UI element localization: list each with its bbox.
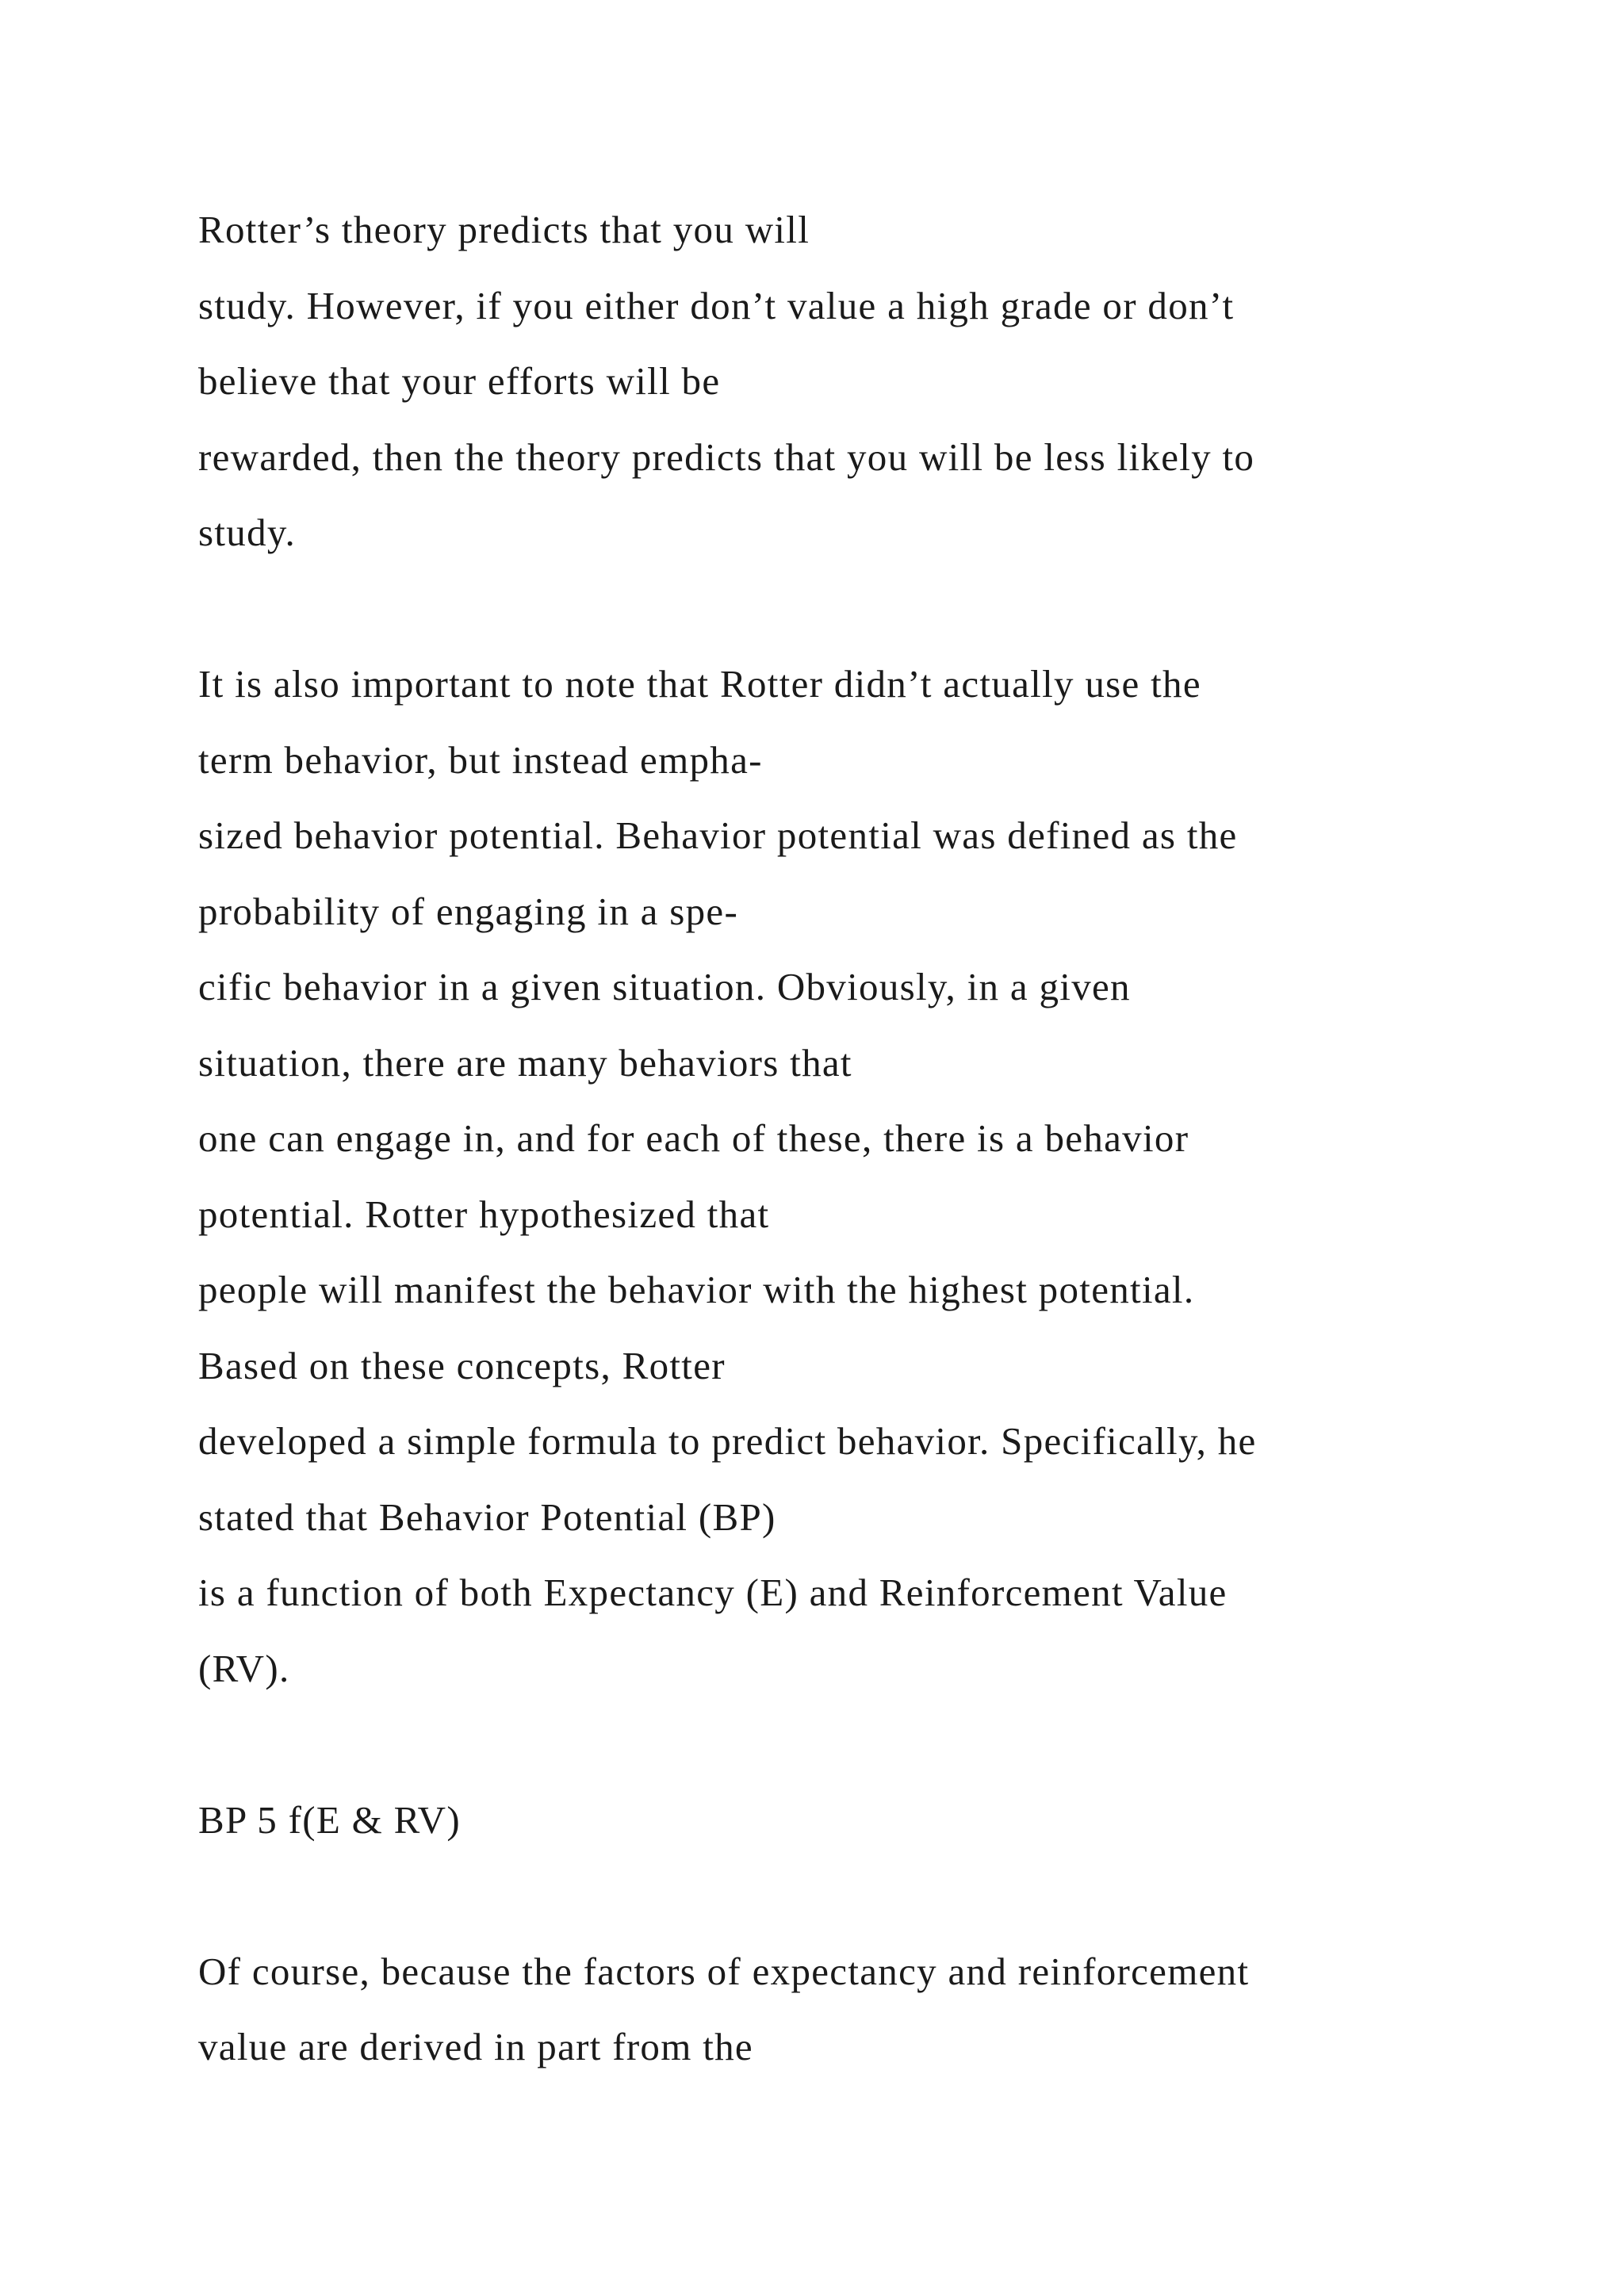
text-line: potential. Rotter hypothesized that <box>198 1192 770 1236</box>
text-line: stated that Behavior Potential (BP) <box>198 1494 776 1539</box>
document-body <box>198 192 1546 2085</box>
text-line: study. <box>198 511 297 554</box>
paragraph-4 <box>198 1934 1546 2085</box>
text-line: Based on these concepts, Rotter <box>198 1343 726 1387</box>
text-line: cific behavior in a given situation. Obviously, in a given <box>198 965 1131 1008</box>
text-line: (RV). <box>198 1646 290 1690</box>
text-line: is a function of both Expectancy (E) and Reinforcement Value <box>198 1571 1228 1614</box>
text-line: It is also important to note that Rotter didn’t actually use the <box>198 662 1201 706</box>
text-line: rewarded, then the theory predicts that you will be less likely to <box>198 434 1255 479</box>
text-line: believe that your efforts will be <box>198 359 721 403</box>
text-line: term behavior, but instead empha- <box>198 737 763 782</box>
text-line: situation, there are many behaviors that <box>198 1040 852 1085</box>
text-line: people will manifest the behavior with the highest potential. <box>198 1268 1195 1311</box>
text-line: value are derived in part from the <box>198 2025 753 2068</box>
text-line: sized behavior potential. Behavior potential was defined as the <box>198 813 1238 857</box>
paragraph-spacer <box>198 1858 1546 1934</box>
text-line: developed a simple formula to predict behavior. Specifically, he <box>198 1419 1257 1463</box>
paragraph-2 <box>198 646 1546 1706</box>
paragraph-spacer <box>198 1706 1546 1782</box>
paragraph-1 <box>198 192 1546 571</box>
paragraph-spacer <box>198 571 1546 647</box>
text-line: study. However, if you either don’t value a high grade or don’t <box>198 283 1235 327</box>
formula-paragraph <box>198 1782 1546 1858</box>
text-line: Of course, because the factors of expectancy and reinforcement <box>198 1949 1250 1993</box>
text-line: probability of engaging in a spe- <box>198 889 739 933</box>
text-line: one can engage in, and for each of these, there is a behavior <box>198 1116 1189 1160</box>
text-line: Rotter’s theory predicts that you will <box>198 208 810 251</box>
formula-line: BP 5 f(E & RV) <box>198 1797 461 1842</box>
